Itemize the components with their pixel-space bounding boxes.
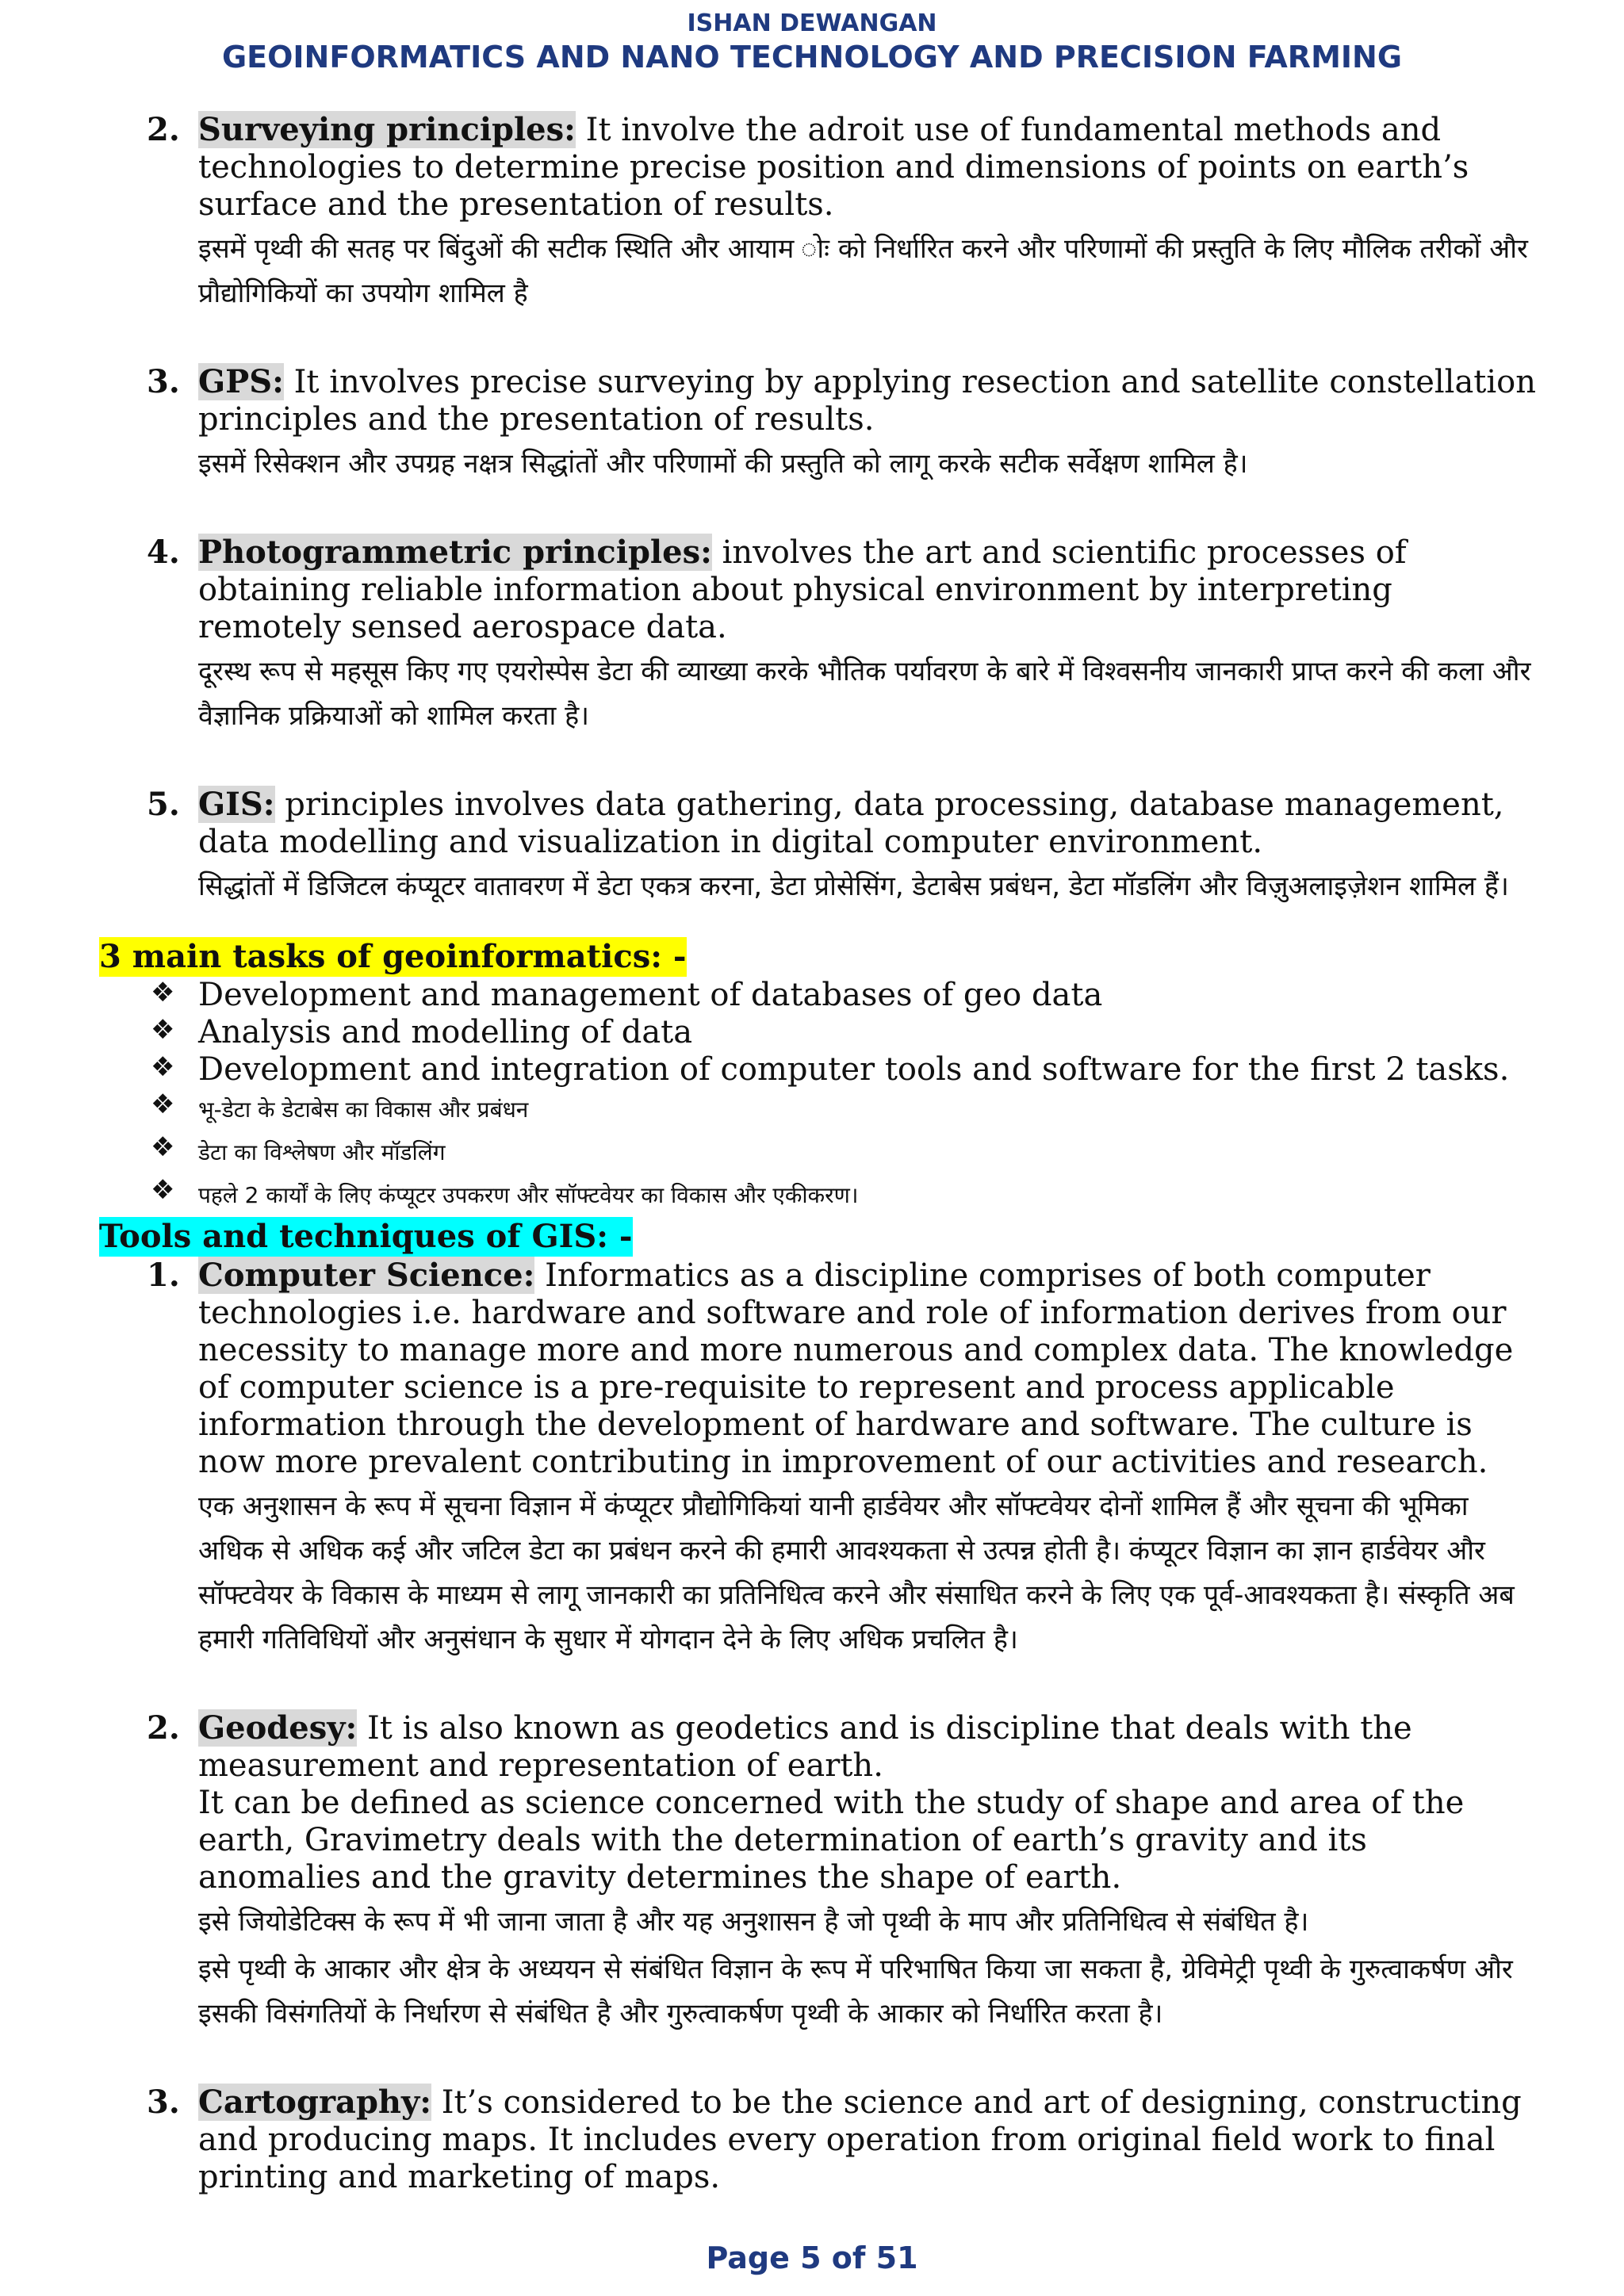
item-number: 1. bbox=[147, 1257, 180, 1294]
tools-heading: Tools and techniques of GIS: - bbox=[99, 1218, 633, 1255]
page-content bbox=[0, 111, 1624, 2196]
list-item bbox=[151, 1014, 1538, 1051]
item-description: principles involves data gathering, data processing, database management, data modelling and visualization in digital computer environment. bbox=[198, 786, 1504, 860]
principle-item bbox=[147, 786, 1538, 909]
item-hindi: एक अनुशासन के रूप में सूचना विज्ञान में कंप्यूटर प्रौद्योगिकियां यानी हार्डवेयर और सॉफ्टवेयर दोनों शामिल हैं और सूचना की भूमिका अधिक से अधिक कई और जटिल डेटा का प्रबंधन करने की हमारी आवश्यकता से उत्पन्न होती है। कंप्यूटर विज्ञान का ज्ञान हार्डवेयर और सॉफ्टवेयर के विकास के माध्यम से लागू जानकारी का प्रतिनिधित्व करने और संसाधित करने के लिए एक पूर्व-आवश्यकता है। संस्कृति अब हमारी गतिविधियों और अनुसंधान के सुधार में योगदान देने के लिए अधिक प्रचलित है। bbox=[198, 1490, 1515, 1655]
item-text bbox=[198, 2084, 1538, 2196]
item-text bbox=[198, 534, 1538, 646]
list-item bbox=[151, 1131, 1538, 1174]
diamond-bullet-icon: ❖ bbox=[151, 1174, 175, 1206]
item-description: Informatics as a discipline comprises of both computer technologies i.e. hardware and software and role of information derives from our necessity to manage more and more numerous and complex data. The knowledge of computer science is a pre-requisite to represent and process applicable information through the development of hardware and software. The culture is now more prevalent contributing in improvement of our activities and research. bbox=[198, 1257, 1514, 1480]
item-description: It’s considered to be the science and art of designing, constructing and producing maps. It includes every operation from original field work to final printing and marketing of maps. bbox=[198, 2084, 1522, 2195]
list-item bbox=[151, 1051, 1538, 1089]
item-description: involves the art and scientific processes of obtaining reliable information about physical environment by interpreting remotely sensed aerospace data. bbox=[198, 534, 1407, 645]
list-item-text-hindi: डेटा का विश्लेषण और मॉडलिंग bbox=[198, 1139, 446, 1165]
item-term: Photogrammetric principles: bbox=[198, 534, 712, 571]
item-description: It involve the adroit use of fundamental methods and technologies to determine precise position and dimensions of points on earth’s surface and the presentation of results. bbox=[198, 112, 1469, 223]
list-item bbox=[151, 1174, 1538, 1217]
item-description: It involves precise surveying by applying resection and satellite constellation principles and the presentation of results. bbox=[198, 364, 1537, 438]
item-text bbox=[198, 363, 1538, 438]
page-number: Page 5 of 51 bbox=[706, 2241, 918, 2275]
principle-item bbox=[147, 534, 1538, 738]
tasks-heading: 3 main tasks of geoinformatics: - bbox=[99, 938, 687, 975]
header-author: ISHAN DEWANGAN bbox=[687, 10, 937, 37]
item-number: 4. bbox=[147, 534, 180, 571]
header-title: GEOINFORMATICS AND NANO TECHNOLOGY AND PRECISION FARMING bbox=[221, 40, 1403, 75]
item-hindi: इसमें पृथ्वी की सतह पर बिंदुओं की सटीक स्थिति और आयाम ोः को निर्धारित करने और परिणामों की प्रस्तुति के लिए मौलिक तरीकों और प्रौद्योगिकियों का उपयोग शामिल है bbox=[198, 233, 1528, 309]
item-text bbox=[198, 1709, 1538, 1785]
list-item-text-hindi: भू-डेटा के डेटाबेस का विकास और प्रबंधन bbox=[198, 1096, 529, 1123]
diamond-bullet-icon: ❖ bbox=[151, 1014, 175, 1046]
item-text-continued: It can be defined as science concerned with the study of shape and area of the earth, Gravimetry deals with the determination of earth’s gravity and its anomalies and the gravity determines the shape of earth. bbox=[198, 1785, 1465, 1896]
item-term: Geodesy: bbox=[198, 1709, 358, 1747]
item-number: 3. bbox=[147, 363, 180, 400]
item-description: It is also known as geodetics and is discipline that deals with the measurement and representation of earth. bbox=[198, 1710, 1412, 1784]
item-term: Computer Science: bbox=[198, 1257, 535, 1294]
item-text bbox=[198, 111, 1538, 224]
item-hindi: इसमें रिसेक्शन और उपग्रह नक्षत्र सिद्धांतों और परिणामों की प्रस्तुति को लागू करके सटीक सर्वेक्षण शामिल है। bbox=[198, 448, 1248, 480]
item-number: 2. bbox=[147, 111, 180, 148]
item-term: Cartography: bbox=[198, 2084, 432, 2121]
item-text bbox=[198, 786, 1538, 861]
tool-item bbox=[147, 1709, 1538, 2036]
diamond-bullet-icon: ❖ bbox=[151, 977, 175, 1008]
list-item-text-hindi: पहले 2 कार्यों के लिए कंप्यूटर उपकरण और सॉफ्टवेयर का विकास और एकीकरण। bbox=[198, 1182, 859, 1208]
diamond-bullet-icon: ❖ bbox=[151, 1131, 175, 1163]
item-term: Surveying principles: bbox=[198, 111, 576, 148]
list-item-text: Development and management of databases of geo data bbox=[198, 977, 1103, 1013]
tasks-list bbox=[151, 977, 1538, 1217]
diamond-bullet-icon: ❖ bbox=[151, 1089, 175, 1120]
item-number: 5. bbox=[147, 786, 180, 823]
tool-item bbox=[147, 2084, 1538, 2196]
item-hindi: सिद्धांतों में डिजिटल कंप्यूटर वातावरण में डेटा एकत्र करना, डेटा प्रोसेसिंग, डेटाबेस प्रबंधन, डेटा मॉडलिंग और विज़ुअलाइज़ेशन शामिल हैं। bbox=[198, 871, 1509, 902]
item-hindi-continued: इसे पृथ्वी के आकार और क्षेत्र के अध्ययन से संबंधित विज्ञान के रूप में परिभाषित किया जा सकता है, ग्रेविमेट्री पृथ्वी के गुरुत्वाकर्षण और इसकी विसंगतियों के निर्धारण से संबंधित है और गुरुत्वाकर्षण पृथ्वी के आकार को निर्धारित करता है। bbox=[198, 1954, 1513, 2030]
list-item bbox=[151, 977, 1538, 1014]
principle-item bbox=[147, 363, 1538, 486]
list-item-text: Development and integration of computer tools and software for the first 2 tasks. bbox=[198, 1051, 1510, 1088]
diamond-bullet-icon: ❖ bbox=[151, 1051, 175, 1083]
item-number: 3. bbox=[147, 2084, 180, 2121]
tool-item bbox=[147, 1257, 1538, 1662]
item-text bbox=[198, 1257, 1538, 1481]
item-hindi: इसे जियोडेटिक्स के रूप में भी जाना जाता है और यह अनुशासन है जो पृथ्वी के माप और प्रतिनिधित्व से संबंधित है। bbox=[198, 1906, 1309, 1938]
list-item-text: Analysis and modelling of data bbox=[198, 1014, 693, 1050]
item-term: GPS: bbox=[198, 363, 284, 400]
item-term: GIS: bbox=[198, 786, 275, 823]
item-number: 2. bbox=[147, 1709, 180, 1747]
principle-item bbox=[147, 111, 1538, 316]
list-item bbox=[151, 1089, 1538, 1131]
item-hindi: दूरस्थ रूप से महसूस किए गए एयरोस्पेस डेटा की व्याख्या करके भौतिक पर्यावरण के बारे में विश्वसनीय जानकारी प्राप्त करने की कला और वैज्ञानिक प्रक्रियाओं को शामिल करता है। bbox=[198, 656, 1531, 732]
